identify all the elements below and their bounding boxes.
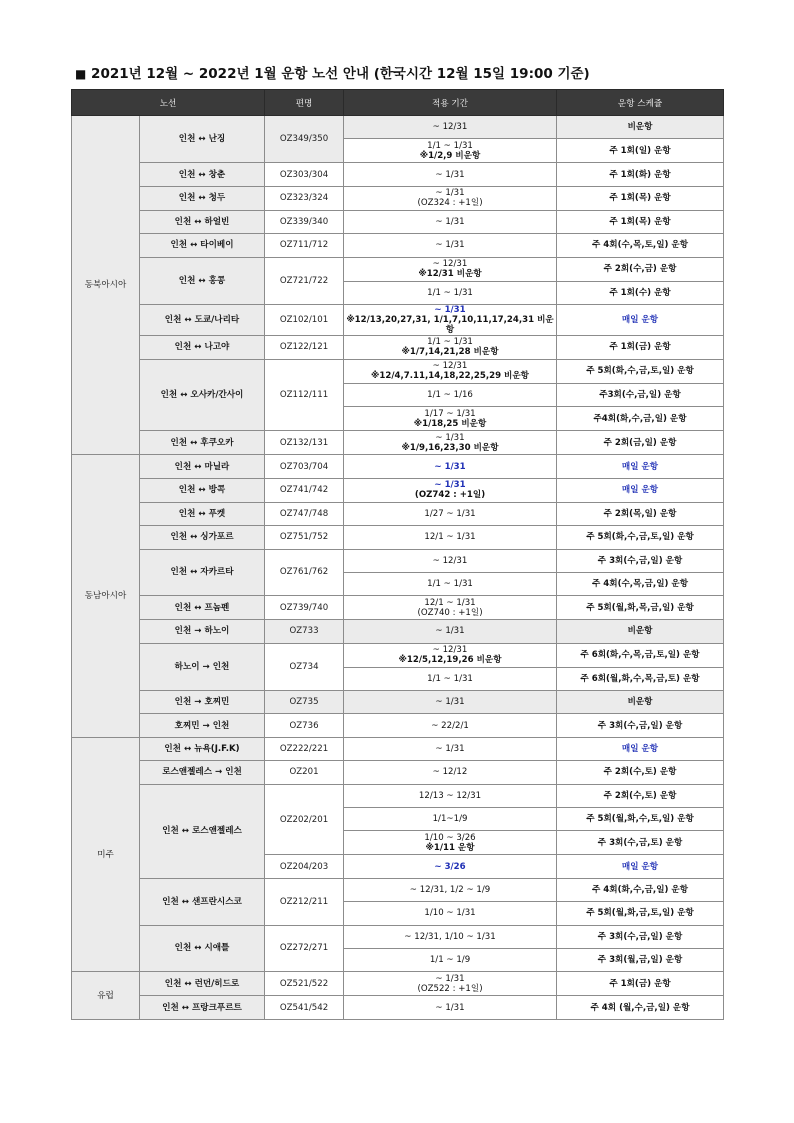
schedule-cell: 주 2회(목,일) 운항 [557, 502, 724, 525]
schedule-cell: 주 6회(화,수,목,금,토,일) 운항 [557, 643, 724, 667]
schedule-cell: 주 1회(목) 운항 [557, 186, 724, 210]
period-line: ~ 3/26 [434, 861, 466, 872]
flight-number-cell: OZ739/740 [265, 596, 344, 620]
period-line: 1/27 ~ 1/31 [424, 508, 476, 519]
schedule-cell: 주 4회 (월,수,금,일) 운항 [557, 996, 724, 1019]
schedule-body [72, 116, 724, 1020]
route-cell: 인천 ↔ 프놈펜 [140, 596, 265, 620]
route-cell: 인천 ↔ 런던/히드로 [140, 972, 265, 996]
period-line: ※12/5,12,19,26 비운항 [398, 655, 502, 666]
table-row [72, 761, 724, 784]
region-cell: 동북아시아 [72, 116, 140, 455]
period-line: ~ 1/31 [434, 461, 466, 472]
flight-number-cell: OZ102/101 [265, 304, 344, 335]
schedule-cell: 비운항 [557, 116, 724, 139]
period-line: ※12/31 비운항 [418, 269, 482, 280]
period-cell [344, 257, 557, 281]
period-cell [344, 549, 557, 572]
period-line: 12/1 ~ 1/31 [424, 532, 476, 543]
period-line: 1/1 ~ 1/16 [427, 390, 473, 401]
flight-number-cell: OZ202/201 [265, 784, 344, 855]
schedule-cell: 주 5회(화,수,금,토,일) 운항 [557, 359, 724, 383]
period-line: 12/13 ~ 12/31 [418, 790, 482, 801]
flight-number-cell: OZ323/324 [265, 186, 344, 210]
period-cell [344, 526, 557, 549]
schedule-cell: 주 5회(화,수,금,토,일) 운항 [557, 526, 724, 549]
period-line: ~ 1/31 [435, 432, 465, 443]
schedule-cell: 주 3회(수,금,일) 운항 [557, 549, 724, 572]
schedule-cell: 주3회(수,금,일) 운항 [557, 383, 724, 406]
schedule-cell: 주 4회(화,수,금,일) 운항 [557, 878, 724, 901]
schedule-cell: 주 2회(수,토) 운항 [557, 784, 724, 807]
period-cell [344, 234, 557, 257]
table-row [72, 596, 724, 620]
period-line: ※1/11 운항 [425, 842, 475, 853]
region-cell: 미주 [72, 737, 140, 972]
period-line: ※1/2,9 비운항 [419, 150, 481, 161]
period-cell [344, 572, 557, 595]
period-line: 1/1 ~ 1/31 [427, 287, 473, 298]
period-cell [344, 116, 557, 139]
schedule-cell: 매일 운항 [557, 304, 724, 335]
schedule-cell: 매일 운항 [557, 455, 724, 478]
route-cell: 인천 ↔ 마닐라 [140, 455, 265, 478]
period-cell [344, 596, 557, 620]
period-line: ~ 1/31 [435, 1002, 465, 1013]
schedule-cell: 주 2회(수,금) 운항 [557, 257, 724, 281]
route-cell: 로스앤젤레스 → 인천 [140, 761, 265, 784]
flight-number-cell: OZ711/712 [265, 234, 344, 257]
route-cell: 인천 ↔ 난징 [140, 116, 265, 163]
period-cell [344, 902, 557, 925]
schedule-cell: 주 3회(수,금,일) 운항 [557, 925, 724, 948]
schedule-cell: 주 1회(금) 운항 [557, 335, 724, 359]
flight-number-cell: OZ747/748 [265, 502, 344, 525]
region-cell: 유럽 [72, 972, 140, 1019]
route-cell: 인천 ↔ 푸켓 [140, 502, 265, 525]
route-cell: 인천 ↔ 창춘 [140, 163, 265, 186]
route-cell: 호찌민 → 인천 [140, 714, 265, 737]
period-line: (OZ522 : +1일) [417, 983, 483, 994]
schedule-cell: 주 2회(금,일) 운항 [557, 431, 724, 455]
period-cell [344, 163, 557, 186]
flight-number-cell: OZ112/111 [265, 359, 344, 430]
flight-number-cell: OZ734 [265, 643, 344, 690]
period-line: ~ 1/31 [435, 216, 465, 227]
table-row [72, 116, 724, 139]
period-cell [344, 455, 557, 478]
table-row [72, 163, 724, 186]
title-text: 2021년 12월 ~ 2022년 1월 운항 노선 안내 (한국시간 12월 15일 19:00 기준) [91, 66, 590, 82]
period-line: ※1/7,14,21,28 비운항 [401, 347, 499, 358]
flight-number-cell: OZ751/752 [265, 526, 344, 549]
schedule-cell: 주 4회(수,목,토,일) 운항 [557, 234, 724, 257]
period-line: ※1/18,25 비운항 [413, 418, 487, 429]
flight-number-cell: OZ132/131 [265, 431, 344, 455]
period-line: ~ 1/31 [435, 697, 465, 708]
schedule-cell: 주 3회(수,금,일) 운항 [557, 714, 724, 737]
flight-number-cell: OZ741/742 [265, 478, 344, 502]
route-cell: 인천 ↔ 싱가포르 [140, 526, 265, 549]
period-line: ~ 12/31, 1/10 ~ 1/31 [404, 931, 496, 942]
period-cell [344, 431, 557, 455]
table-row [72, 972, 724, 996]
schedule-table [71, 89, 724, 1020]
table-row [72, 996, 724, 1019]
schedule-cell: 주 5회(월,화,목,금,일) 운항 [557, 596, 724, 620]
period-line: ~ 12/12 [432, 767, 468, 778]
period-cell [344, 383, 557, 406]
table-row [72, 643, 724, 667]
table-row [72, 234, 724, 257]
period-cell [344, 948, 557, 971]
period-cell [344, 831, 557, 855]
schedule-cell: 주 3회(월,금,일) 운항 [557, 948, 724, 971]
table-row [72, 502, 724, 525]
table-row [72, 737, 724, 760]
table-row [72, 335, 724, 359]
schedule-cell: 주 2회(수,토) 운항 [557, 761, 724, 784]
header-route: 노선 [72, 90, 265, 116]
table-row [72, 431, 724, 455]
period-cell [344, 714, 557, 737]
route-cell: 인천 ↔ 홍콩 [140, 257, 265, 304]
period-line: (OZ324 : +1일) [417, 198, 483, 209]
route-cell: 하노이 → 인천 [140, 643, 265, 690]
route-cell: 인천 ↔ 청두 [140, 186, 265, 210]
period-line: ~ 1/31 [435, 744, 465, 755]
period-line: ~ 12/31 [432, 361, 468, 372]
page-title [75, 62, 590, 82]
route-cell: 인천 ↔ 시애틀 [140, 925, 265, 972]
period-cell [344, 281, 557, 304]
route-cell: 인천 ↔ 뉴욕(J.F.K) [140, 737, 265, 760]
period-cell [344, 139, 557, 163]
period-cell [344, 667, 557, 690]
schedule-cell: 매일 운항 [557, 855, 724, 878]
period-cell [344, 643, 557, 667]
flight-number-cell: OZ122/121 [265, 335, 344, 359]
schedule-cell: 주 4회(수,목,금,일) 운항 [557, 572, 724, 595]
period-line: ~ 1/31 [435, 169, 465, 180]
period-cell [344, 359, 557, 383]
period-line: 1/1 ~ 1/31 [427, 337, 473, 348]
schedule-cell: 주 1회(금) 운항 [557, 972, 724, 996]
schedule-cell: 주 1회(수) 운항 [557, 281, 724, 304]
period-line: ~ 1/31 [434, 304, 466, 315]
flight-number-cell: OZ212/211 [265, 878, 344, 925]
period-cell [344, 972, 557, 996]
period-cell [344, 186, 557, 210]
table-row [72, 186, 724, 210]
period-line: ~ 1/31 [435, 240, 465, 251]
period-line: ~ 22/2/1 [431, 720, 469, 731]
period-line: 1/1 ~ 1/31 [427, 673, 473, 684]
flight-number-cell: OZ201 [265, 761, 344, 784]
period-line: ~ 1/31 [434, 480, 466, 491]
schedule-cell: 주 5회(월,화,수,토,일) 운항 [557, 808, 724, 831]
route-cell: 인천 ↔ 나고야 [140, 335, 265, 359]
route-cell: 인천 ↔ 자카르타 [140, 549, 265, 596]
period-line: 1/17 ~ 1/31 [424, 408, 476, 419]
schedule-cell: 비운항 [557, 691, 724, 714]
table-row [72, 549, 724, 572]
flight-number-cell: OZ222/221 [265, 737, 344, 760]
period-cell [344, 691, 557, 714]
route-cell: 인천 ↔ 프랑크푸르트 [140, 996, 265, 1019]
period-line: ~ 12/31 [432, 555, 468, 566]
table-row [72, 210, 724, 233]
period-line: ※12/13,20,27,31, 1/1,7,10,11,17,24,31 비운항 [346, 314, 554, 335]
table-row [72, 455, 724, 478]
flight-number-cell: OZ349/350 [265, 116, 344, 163]
period-cell [344, 210, 557, 233]
schedule-cell: 주 1회(목) 운항 [557, 210, 724, 233]
period-line: ~ 1/31 [435, 973, 465, 984]
period-line: (OZ740 : +1일) [417, 607, 483, 618]
schedule-cell: 주 6회(월,화,수,목,금,토) 운항 [557, 667, 724, 690]
flight-number-cell: OZ339/340 [265, 210, 344, 233]
period-cell [344, 925, 557, 948]
route-cell: 인천 ↔ 오사카/간사이 [140, 359, 265, 430]
route-cell: 인천 → 하노이 [140, 620, 265, 643]
flight-number-cell: OZ736 [265, 714, 344, 737]
period-line: 1/1 ~ 1/31 [427, 140, 473, 151]
route-cell: 인천 ↔ 후쿠오카 [140, 431, 265, 455]
period-line: 1/1 ~ 1/31 [427, 579, 473, 590]
table-row [72, 784, 724, 807]
table-row [72, 714, 724, 737]
flight-number-cell: OZ541/542 [265, 996, 344, 1019]
period-cell [344, 407, 557, 431]
period-line: 12/1 ~ 1/31 [424, 597, 476, 608]
period-line: ~ 12/31 [432, 645, 468, 656]
period-cell [344, 737, 557, 760]
period-cell [344, 478, 557, 502]
flight-number-cell: OZ735 [265, 691, 344, 714]
flight-number-cell: OZ272/271 [265, 925, 344, 972]
flight-number-cell: OZ303/304 [265, 163, 344, 186]
table-row [72, 691, 724, 714]
flight-number-cell: OZ703/704 [265, 455, 344, 478]
period-cell [344, 878, 557, 901]
table-row [72, 925, 724, 948]
route-cell: 인천 ↔ 도쿄/나리타 [140, 304, 265, 335]
schedule-cell: 매일 운항 [557, 478, 724, 502]
period-cell [344, 855, 557, 878]
flight-number-cell: OZ733 [265, 620, 344, 643]
period-line: 1/10 ~ 3/26 [424, 832, 476, 843]
route-cell: 인천 ↔ 타이베이 [140, 234, 265, 257]
table-row [72, 526, 724, 549]
header-row [72, 90, 724, 116]
period-cell [344, 996, 557, 1019]
schedule-cell: 주4회(화,수,금,일) 운항 [557, 407, 724, 431]
route-cell: 인천 ↔ 방콕 [140, 478, 265, 502]
flight-number-cell: OZ761/762 [265, 549, 344, 596]
period-cell [344, 304, 557, 335]
period-cell [344, 808, 557, 831]
period-line: ~ 12/31 [432, 122, 468, 133]
period-line: (OZ742 : +1일) [414, 490, 486, 501]
route-cell: 인천 ↔ 샌프란시스코 [140, 878, 265, 925]
table-row [72, 359, 724, 383]
region-cell: 동남아시아 [72, 455, 140, 738]
table-row [72, 478, 724, 502]
period-cell [344, 335, 557, 359]
period-line: 1/10 ~ 1/31 [424, 908, 476, 919]
period-line: 1/1 ~ 1/9 [429, 955, 471, 966]
period-cell [344, 620, 557, 643]
period-cell [344, 784, 557, 807]
title-square-marker: ■ [75, 67, 87, 81]
period-line: ※12/4,7.11,14,18,22,25,29 비운항 [371, 371, 529, 382]
schedule-cell: 주 1회(화) 운항 [557, 163, 724, 186]
period-line: ~ 1/31 [435, 626, 465, 637]
route-cell: 인천 ↔ 로스앤젤레스 [140, 784, 265, 878]
header-period: 적용 기간 [344, 90, 557, 116]
table-row [72, 620, 724, 643]
schedule-cell: 주 3회(수,금,토) 운항 [557, 831, 724, 855]
table-row [72, 878, 724, 901]
table-row [72, 257, 724, 281]
header-schedule: 운항 스케쥴 [557, 90, 724, 116]
table-row [72, 304, 724, 335]
period-line: ※1/9,16,23,30 비운항 [401, 442, 499, 453]
period-cell [344, 502, 557, 525]
schedule-cell: 주 1회(일) 운항 [557, 139, 724, 163]
header-flight: 편명 [265, 90, 344, 116]
route-cell: 인천 ↔ 하얼빈 [140, 210, 265, 233]
period-line: ~ 12/31, 1/2 ~ 1/9 [409, 885, 491, 895]
schedule-cell: 매일 운항 [557, 737, 724, 760]
flight-number-cell: OZ521/522 [265, 972, 344, 996]
schedule-cell: 비운항 [557, 620, 724, 643]
flight-number-cell: OZ721/722 [265, 257, 344, 304]
period-line: ~ 1/31 [435, 188, 465, 199]
period-line: 1/1~1/9 [432, 814, 468, 825]
route-cell: 인천 → 호찌민 [140, 691, 265, 714]
schedule-cell: 주 5회(월,화,금,토,일) 운항 [557, 902, 724, 925]
flight-number-cell: OZ204/203 [265, 855, 344, 878]
period-line: ~ 12/31 [432, 259, 468, 270]
period-cell [344, 761, 557, 784]
